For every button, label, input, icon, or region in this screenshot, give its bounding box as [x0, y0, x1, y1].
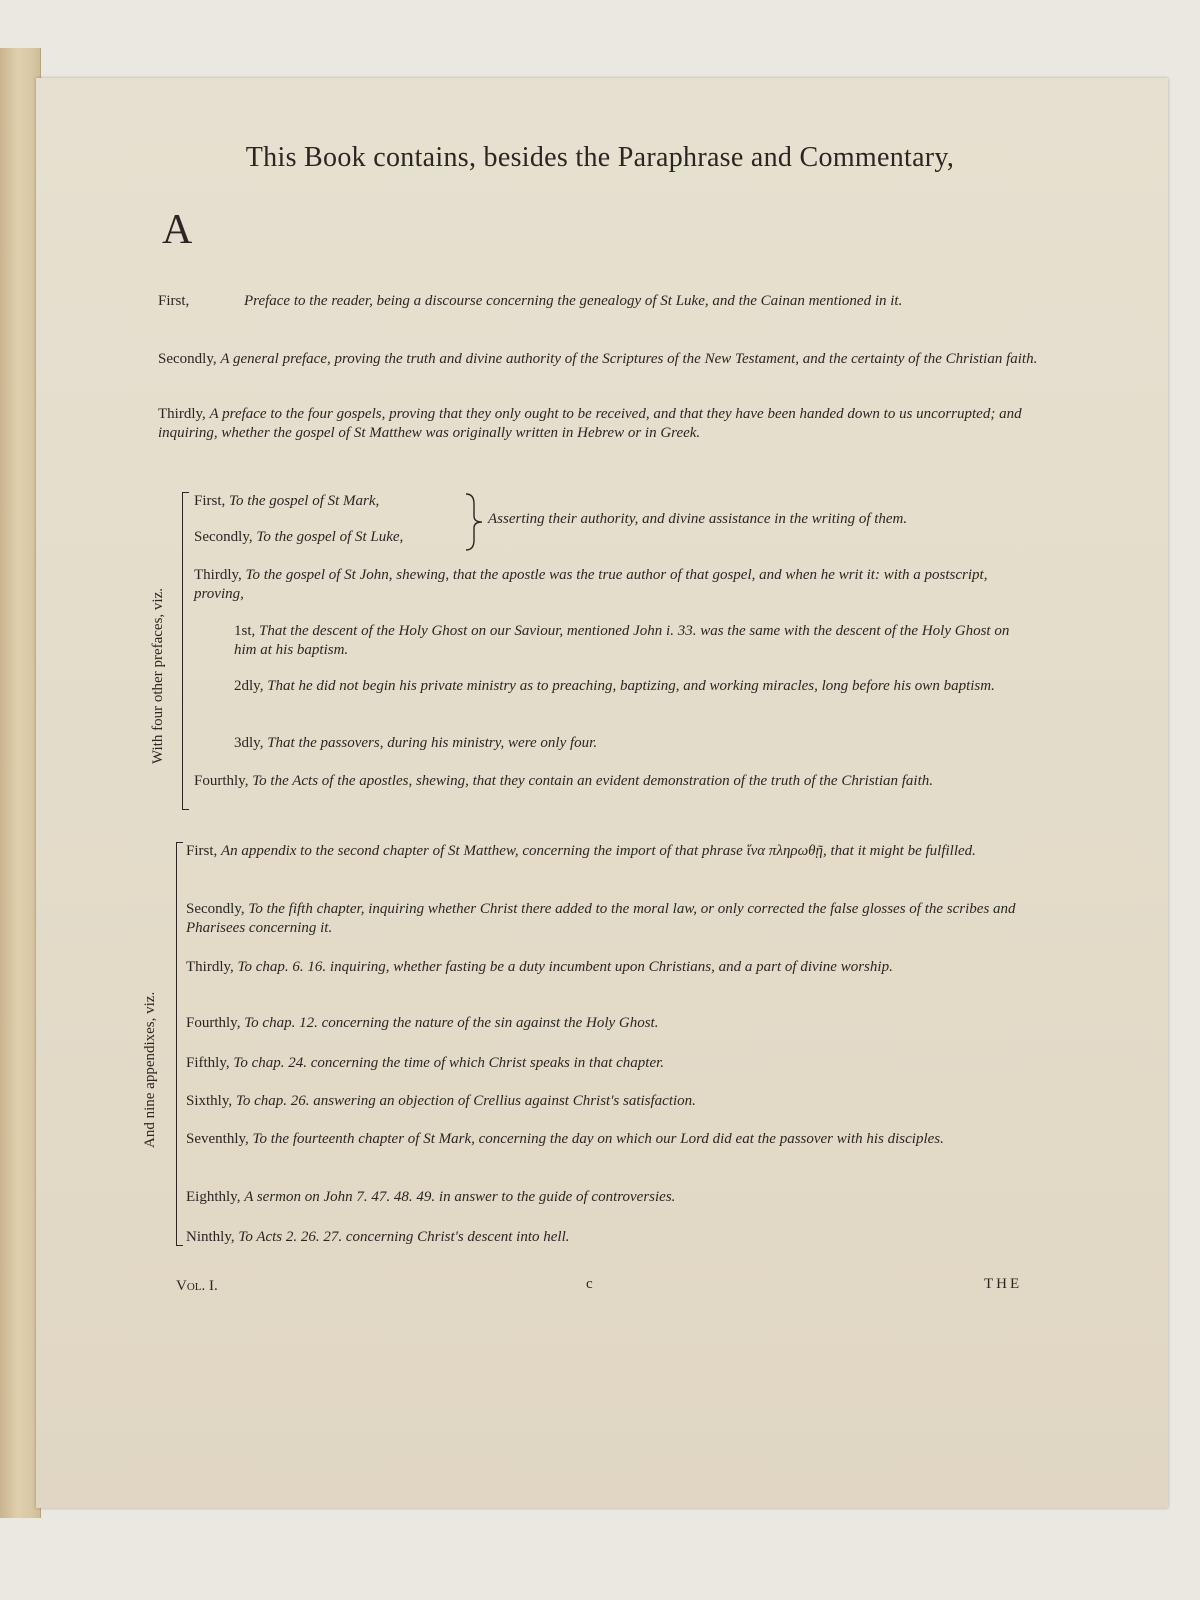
book-binding	[0, 48, 41, 1518]
entry-lead: Fourthly,	[194, 773, 249, 789]
appendix-item	[186, 1188, 1036, 1207]
volume-mark: Vol. I.	[176, 1278, 218, 1294]
preface-sub-third	[234, 734, 1034, 753]
appendix-item	[186, 900, 1036, 938]
entry-lead: Eighthly,	[186, 1189, 241, 1205]
signature-mark: c	[586, 1276, 593, 1292]
entry-lead: Secondly,	[158, 351, 217, 367]
entry-lead: Secondly,	[186, 901, 245, 917]
entry-text: Preface to the reader, being a discourse concerning the genealogy of St Luke, and the Cainan mentioned in it.	[244, 293, 903, 309]
prefaces-label: With four other prefaces, viz.	[150, 588, 166, 764]
entry-text: That the descent of the Holy Ghost on our Saviour, mentioned John i. 33. was the same with the descent of the Holy Ghost on him at his baptism.	[234, 623, 1010, 658]
drop-cap: A	[162, 207, 193, 253]
intro-entry-third	[158, 405, 1038, 443]
entry-lead: Thirdly,	[186, 959, 234, 975]
preface-sub-second	[234, 677, 1034, 696]
appendix-item	[186, 842, 1036, 861]
entry-lead: First,	[186, 843, 218, 859]
entry-text: To the fifth chapter, inquiring whether Christ there added to the moral law, or only corrected the false glosses of the scribes and Pharisees concerning it.	[186, 901, 1016, 936]
appendix-item	[186, 1092, 1036, 1111]
preface-third	[194, 566, 1034, 604]
preface-second	[194, 528, 474, 547]
entry-lead: Fourthly,	[186, 1015, 241, 1031]
entry-text: To the fourteenth chapter of St Mark, concerning the day on which our Lord did eat the passover with his disciples.	[252, 1131, 944, 1147]
entry-text: To the Acts of the apostles, shewing, that they contain an evident demonstration of the truth of the Christian faith.	[252, 773, 934, 789]
appendix-item	[186, 958, 1036, 977]
appendix-item	[186, 1014, 1036, 1033]
entry-text: To chap. 26. answering an objection of Crellius against Christ's satisfaction.	[235, 1093, 696, 1109]
entry-text: An appendix to the second chapter of St Matthew, concerning the import of that phrase ἵνα πληρωθῇ, that it might be fulfilled.	[221, 843, 976, 859]
entry-text: A sermon on John 7. 47. 48. 49. in answer to the guide of controversies.	[244, 1189, 676, 1205]
entry-text: To chap. 6. 16. inquiring, whether fasting be a duty incumbent upon Christians, and a part of divine worship.	[237, 959, 893, 975]
entry-text: A preface to the four gospels, proving that they only ought to be received, and that they have been handed down to us uncorrupted; and inquiring, whether the gospel of St Matthew was originally written in Hebrew or in Greek.	[158, 406, 1022, 441]
entry-lead: Thirdly,	[158, 406, 206, 422]
catchword: THE	[984, 1276, 1023, 1292]
entry-lead: First,	[194, 493, 226, 509]
preface-sub-first	[234, 622, 1034, 660]
appendixes-bracket	[176, 842, 183, 1246]
entry-text: To Acts 2. 26. 27. concerning Christ's descent into hell.	[238, 1229, 570, 1245]
entry-lead: First,	[158, 293, 190, 309]
entry-lead: 3dly,	[234, 735, 264, 751]
entry-lead: Ninthly,	[186, 1229, 235, 1245]
entry-lead: Sixthly,	[186, 1093, 233, 1109]
page-title: This Book contains, besides the Paraphrase and Commentary,	[245, 142, 955, 173]
appendixes-label: And nine appendixes, viz.	[142, 991, 158, 1148]
preface-fourth	[194, 772, 1034, 791]
entry-lead: Secondly,	[194, 529, 253, 545]
entry-lead: Thirdly,	[194, 567, 242, 583]
entry-text: To chap. 24. concerning the time of which Christ speaks in that chapter.	[233, 1055, 665, 1071]
entry-text: To chap. 12. concerning the nature of the sin against the Holy Ghost.	[244, 1015, 659, 1031]
entry-lead: 2dly,	[234, 678, 264, 694]
entry-lead: Fifthly,	[186, 1055, 230, 1071]
entry-text: That he did not begin his private ministry as to preaching, baptizing, and working miracles, long before his own baptism.	[267, 678, 995, 694]
appendix-item	[186, 1054, 1036, 1073]
preface-first	[194, 492, 474, 511]
intro-entry-second	[158, 350, 1038, 369]
entry-text: That the passovers, during his ministry, were only four.	[267, 735, 598, 751]
entry-text: To the gospel of St Mark,	[229, 493, 380, 509]
entry-text: To the gospel of St Luke,	[256, 529, 404, 545]
entry-lead: 1st,	[234, 623, 256, 639]
appendix-item	[186, 1228, 1036, 1247]
entry-text: To the gospel of St John, shewing, that the apostle was the true author of that gospel, and when he writ it: with a postscript, proving,	[194, 567, 988, 602]
prefaces-bracket	[182, 492, 189, 810]
entry-text: A general preface, proving the truth and divine authority of the Scriptures of the New Testament, and the certainty of the Christian faith.	[220, 351, 1038, 367]
appendix-item	[186, 1130, 1036, 1149]
entry-lead: Seventhly,	[186, 1131, 249, 1147]
right-brace	[464, 492, 484, 552]
asserting-note: Asserting their authority, and divine assistance in the writing of them.	[488, 511, 908, 527]
